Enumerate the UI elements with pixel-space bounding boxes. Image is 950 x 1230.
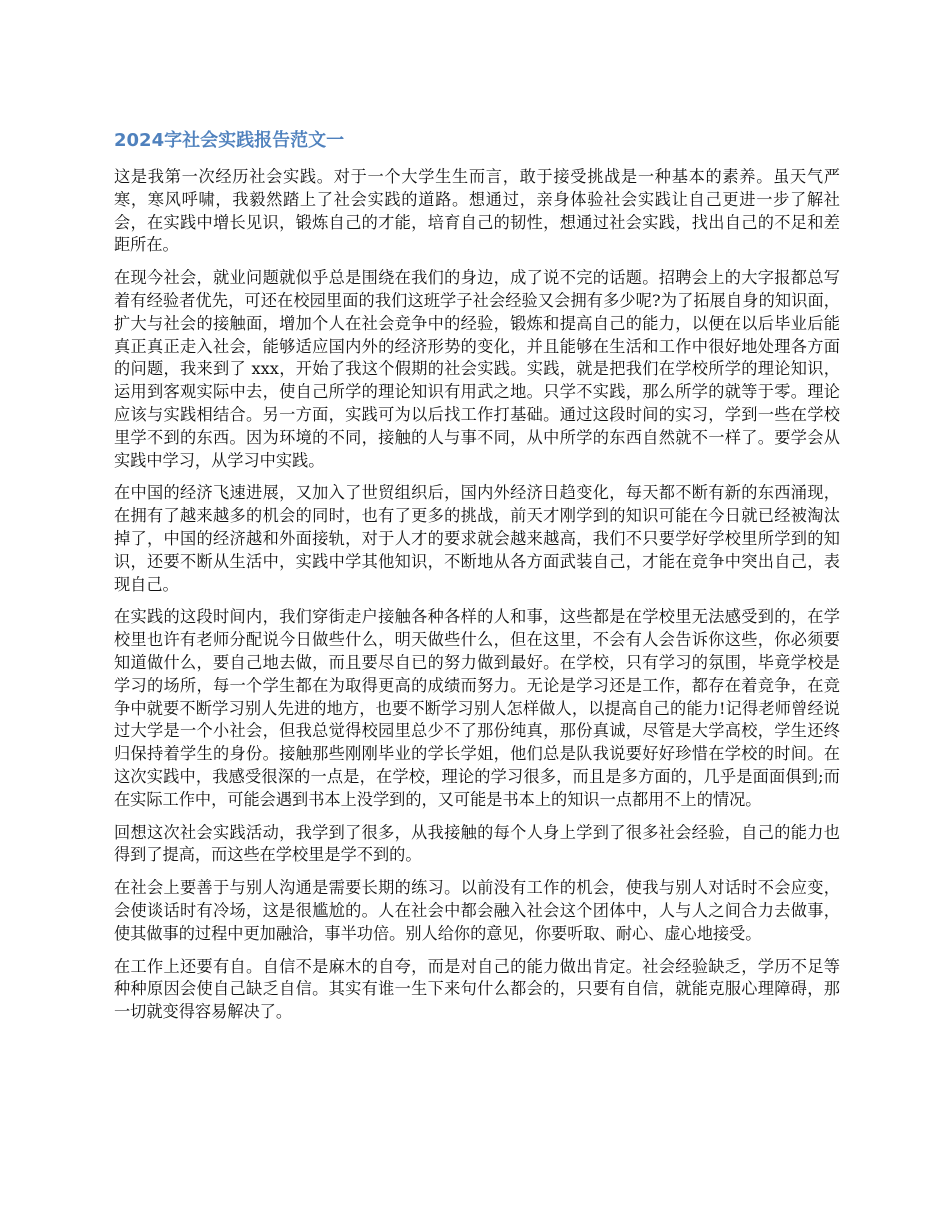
paragraph-4: 在实践的这段时间内，我们穿街走户接触各种各样的人和事，这些都是在学校里无法感受到的，在学校里也许有老师分配说今日做些什么，明天做些什么，但在这里，不会有人会告诉你这些，你必须要知道做什么，要自己地去做，而且要尽自已的努力做到最好。在学校，只有学习的氛围，毕竟学校是学习的场所，每一个学生都在为取得更高的成绩而努力。无论是学习还是工作，都存在着竞争，在竞争中就要不断学习别人先进的地方，也要不断学习别人怎样做人，以提高自己的能力!记得老师曾经说过大学是一个小社会，但我总觉得校园里总少不了那份纯真，那份真诚，尽管是大学高校，学生还终归保持着学生的身份。接触那些刚刚毕业的学长学姐，他们总是队我说要好好珍惜在学校的时间。在这次实践中，我感受很深的一点是，在学校，理论的学习很多，而且是多方面的，几乎是面面俱到;而在实际工作中，可能会遇到书本上没学到的，又可能是书本上的知识一点都用不上的情况。 [114, 607, 840, 809]
paragraph-1: 这是我第一次经历社会实践。对于一个大学生生而言，敢于接受挑战是一种基本的素养。虽天气严寒，寒风呼啸，我毅然踏上了社会实践的道路。想通过，亲身体验社会实践让自己更进一步了解社会，在实践中增长见识，锻炼自己的才能，培育自己的韧性，想通过社会实践，找出自己的不足和差距所在。 [114, 167, 840, 255]
paragraph-3: 在中国的经济飞速进展，又加入了世贸组织后，国内外经济日趋变化，每天都不断有新的东西涌现，在拥有了越来越多的机会的同时，也有了更多的挑战，前天才刚学到的知识可能在今日就已经被淘汰掉了，中国的经济越和外面接轨，对于人才的要求就会越来越高，我们不只要学好学校里所学到的知识，还要不断从生活中，实践中学其他知识，不断地从各方面武装自己，才能在竞争中突出自己，表现自己。 [114, 483, 840, 594]
document-title: 2024字社会实践报告范文一 [114, 130, 345, 151]
paragraph-5: 回想这次社会实践活动，我学到了很多，从我接触的每个人身上学到了很多社会经验，自己的能力也得到了提高，而这些在学校里是学不到的。 [114, 822, 840, 865]
document-page [114, 128, 840, 1034]
paragraph-2: 在现今社会，就业问题就似乎总是围绕在我们的身边，成了说不完的话题。招聘会上的大字报都总写着有经验者优先，可还在校园里面的我们这班学子社会经验又会拥有多少呢?为了拓展自身的知识面，扩大与社会的接触面，增加个人在社会竞争中的经验，锻炼和提高自己的能力，以便在以后毕业后能真正真正走入社会，能够适应国内外的经济形势的变化，并且能够在生活和工作中很好地处理各方面的问题，我来到了 xxx，开始了我这个假期的社会实践。实践，就是把我们在学校所学的理论知识，运用到客观实际中去，使自己所学的理论知识有用武之地。只学不实践，那么所学的就等于零。理论应该与实践相结合。另一方面，实践可为以后找工作打基础。通过这段时间的实习，学到一些在学校里学不到的东西。因为环境的不同，接触的人与事不同，从中所学的东西自然就不一样了。要学会从实践中学习，从学习中实践。 [114, 268, 840, 470]
paragraph-7: 在工作上还要有自。自信不是麻木的自夸，而是对自己的能力做出肯定。社会经验缺乏，学历不足等种种原因会使自己缺乏自信。其实有谁一生下来句什么都会的，只要有自信，就能克服心理障碍，那一切就变得容易解决了。 [114, 956, 840, 1022]
paragraph-6: 在社会上要善于与别人沟通是需要长期的练习。以前没有工作的机会，使我与别人对话时不会应变，会使谈话时有冷场，这是很尴尬的。人在社会中都会融入社会这个团体中，人与人之间合力去做事，使其做事的过程中更加融洽，事半功倍。别人给你的意见，你要听取、耐心、虚心地接受。 [114, 878, 840, 943]
